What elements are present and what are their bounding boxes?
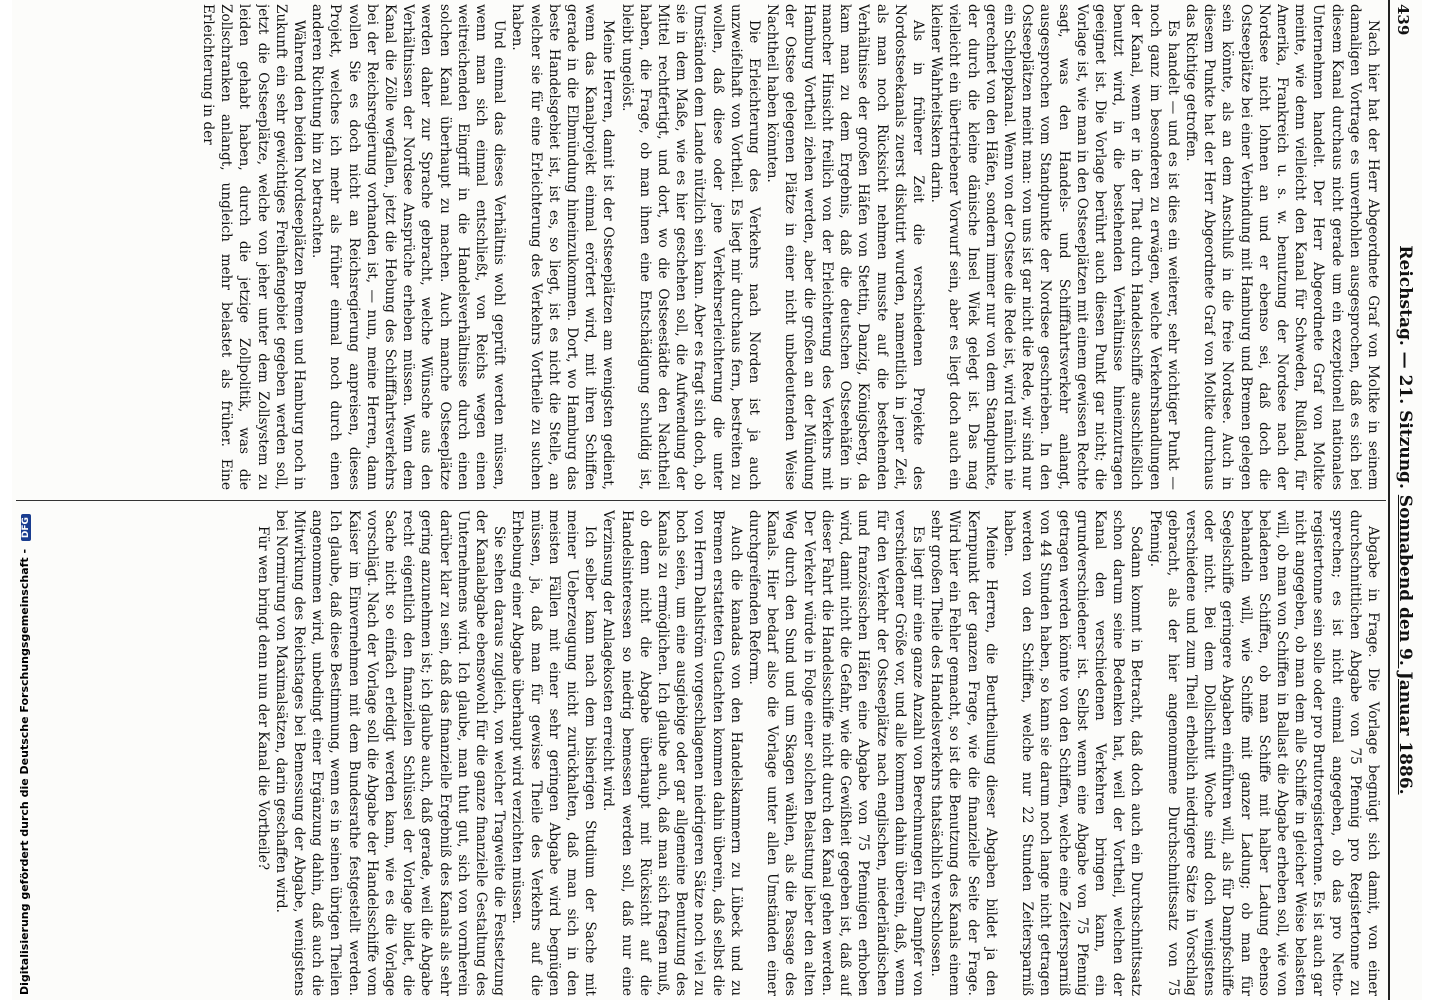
paragraph: Sie sehen daraus zugleich, von welcher Tragweite die Festsetzung der Kanalabgabe ebensowohl für die ganze finanzielle Gestaltung des Unternehmens wird. Ich glaube, man thut gut, sich von vornherein darüber klar zu sein, daß das finanzielle Ergebniß des Kanals als sehr gering anzunehmen ist; ich glaube auch, daß gerade, weil die Abgabe recht eigentlich den finanziellen Schlüssel der Vorlage bildet, die Sache nicht so einfach erledigt werden kann, wie es die Vorlage vorschlägt. Nach der Vorlage soll die Abgabe der Handelsschiffe vom Kaiser im Einvernehmen mit dem Bundesrathe festgestellt werden. Ich glaube, daß diese Bestimmung, wenn es in seinen übrigen Theilen angenommen wird, unbedingt einer Ergänzung dahin, daß auch die Mitwirkung des Reichstages bei Bemessung der Abgabe, wenigstens bei Normirung von Maximalsätzen, darin geschaffen wird. bbox=[272, 510, 508, 996]
paragraph: Auch die kanadas von den Handelskammern zu Lübeck und zu Bremen erstatteten Gutachten kommen dahin überein, daß selbst die von Herrn Dahlström vorgeschlagenen niedrigeren Sätze noch viel zu hoch seien, um eine ausgiebige oder gar allgemeine Benutzung des Kanals zu ermöglichen. Ich glaube auch, daß man sich fragen muß, ob denn nicht die Abgabe überhaupt mit Rücksicht auf die Handelsinteressen so niedrig bemessen werden soll, daß nur eine Verzinsung der Anlagekosten erreicht wird. bbox=[600, 510, 744, 996]
paragraph: Sodann kommt in Betracht, daß doch auch ein Durchschnittssatz schon darum seine Bedenken hat, weil der Vortheil, welchen der Kanal den verschiedenen Verkehren bringen kann, ein grundverschiedener ist. Selbst wenn eine Abgabe von 75 Pfennig getragen werden könnte von den Schiffen, welche eine Zeitersparniß von 44 Stunden haben, so kann sie darum noch lange nicht getragen werden von den Schiffen, welche nur 22 Stunden Zeitersparniß haben. bbox=[1000, 510, 1145, 996]
paragraph: Ich selber kann nach dem bisherigen Studium der Sache mit meiner Ueberzeugung nicht zurückhalten, daß man sich in den meisten Fällen mit einer sehr geringen Abgabe wird begnügen müssen, ja, daß man für gewisse Theile des Verkehrs auf die Erhebung einer Abgabe überhaupt wird verzichten müssen. bbox=[509, 510, 599, 996]
digitization-credit bbox=[4, 517, 31, 995]
dfg-logo: DFG bbox=[21, 514, 31, 541]
document-page bbox=[12, 0, 1422, 1000]
paragraph: Die Erleichterung des Verkehrs nach Norden ist ja auch unzweifelhaft von Vortheil. Es liegt mir durchaus fern, bestreiten zu wollen, daß diese oder jene Verkehrserleichterung die unter Umständen dem Lande nützlich sein kann. Aber es fragt sich doch, ob sie in dem Maße, wie es hier geschehen soll, die Aufwendung der Mittel rechtfertigt, und dort, wo die Ostseestädte den Nachtheil haben, die Frage, ob man ihnen eine Entschädigung schuldig ist, bleibt ungelöst. bbox=[618, 4, 763, 490]
paragraph: Und einmal das dieses Verhältnis wohl geprüft werden müssen, wenn man sich einmal entschließt, von Reichs wegen einen weitreichenden Eingriff in die Handelsverhältnisse durch einen solchen Kanal überhaupt zu machen. Auch manche Ostseeplätze werden daher zur Sprache gebracht, welche Wünsche aus den Verhältnissen der Nordsee Ansprüche erheben müssen. Wenn dem Kanal die Zölle wegfallen, jetzt die Hebung des Schifffahrtsverkehrs bei der Reichsregierung vorhanden ist, — nun, meine Herren, dann wollen Sie es doch nicht an Reichsregierung anpreisen, dieses Projekt, welches ich mehr als früher einmal noch durch einen anderen Richtung hin zu betrachten. bbox=[309, 4, 508, 490]
title-session: Reichstag. — 21. Sitzung. bbox=[1395, 245, 1415, 489]
header-rule bbox=[1388, 0, 1390, 1000]
page-title bbox=[1395, 240, 1415, 800]
left-column bbox=[17, 4, 1382, 490]
paragraph: Es handelt — und es ist dies ein weiterer, sehr wichtiger Punkt — noch ganz im besonderen zu erwägen, welche Verkehrshandlungen der Kanal, wenn er in der That durch Handelsschiffe ausschließlich benutzt wird, in die bestehenden Verhältnisse hineinzutragen geeignet ist. Die Vorlage berührt auch diesen Punkt gar nicht; die Vorlage ist, wie man in den Ostseeplätzen mit einem gewissen Rechte sagt, was den Handels- und Schifffahrtsverkehr anlangt, ausgesprochen vom Standpunkte der Nordsee geschrieben. In den Ostseeplätzen meint man: von uns ist gar nicht die Rede, wir sind nur ein Schleppkanal. Wenn von der Ostsee die Rede ist, wird nämlich nie gerechnet von den Häfen, sondern immer nur von dem Standpunkte, der durch die kleine dänische Insel Wiek gelegt ist. Das mag vielleicht ein übertriebener Vorwurf sein, aber es liegt doch auch ein kleiner Wahrheitskern darin. bbox=[928, 4, 1181, 490]
paragraph: Für wen bringt denn nun der Kanal die Vortheile? bbox=[254, 526, 271, 871]
paragraph: Meine Herren, die Beurtheilung dieser Abgaben bildet ja den Kernpunkt der ganzen Frage, wie die finanzielle Seite der Frage. Wird hier ein Fehler gemacht, so ist die Benutzung des Kanals einem sehr großen Theile des Handelsverkehrs thatsächlich verschlossen. bbox=[928, 510, 999, 996]
paragraph: Meine Herren, damit ist der Ostseeplätzen am wenigsten gedient, wenn das Kanalprojekt einmal erörtert wird, mit ihren Schiffen gerade in die Elbmündung hineinzukommen. Dort, wo Hamburg das beste Handelsgebiet ist, ist es, so liegt, ist es nicht die Stelle, an welcher sie für eine Erleichterung des Verkehrs Vortheile zu suchen haben. bbox=[509, 4, 617, 490]
paragraph: Es liegt mir eine ganze Anzahl von Berechnungen für Dampfer von verschiedener Größe vor, und alle kommen dahin überein, daß, wenn für den Verkehr der Ostseeplätze nach englischen, niederländischen und französischen Häfen eine Abgabe von 75 Pfennigen erhoben wird, damit nicht die Gefahr, wie die Gewißheit gegeben ist, daß auf dieser Fahrt die Handelsschiffe nicht durch den Kanal gehen werden. Der Verkehr würde in Folge einer solchen Belastung lieber den alten Weg durch den Sund und um Skagen wählen, als die Passage des Kanals. Hier bedarf also die Vorlage unter allen Umständen einer durchgreifenden Reform. bbox=[746, 510, 926, 996]
credit-text: Digitalisierung gefördert durch die Deutsche Forschungsgemeinschaft - bbox=[18, 548, 31, 995]
column-divider bbox=[16, 500, 1386, 501]
right-column bbox=[17, 510, 1382, 996]
page-number: 439 bbox=[1394, 4, 1412, 36]
paragraph: Abgabe in Frage. Die Vorlage begnügt sich damit, von einer durchschnittlichen Abgabe von 75 Pfennig pro Registertonne zu sprechen; es ist nicht einmal angegeben, ob das pro Netto-registertonne sein solle oder pro Bruttoregistertonne. Es ist auch gar nicht angegeben, ob man dem alle Schiffe in gleicher Weise belasten will, ob man von Schiffen in Ballast die Abgabe erheben soll, wie von beladenen Schiffen, ob man Schiffe mit halber Ladung ebenso behandeln will, wie Schiffe mit ganzer Ladung; ob man für Segelschiffe geringere Abgaben einführen will, als für Dampfschiffe oder nicht. Bei dem Dollschnitt Woche sind doch wenigstens verschiedene und zum Theil erheblich niedrigere Sätze in Vorschlag gebracht, als der hier angenommene Durchschnittssatz von 75 Pfennig. bbox=[1146, 510, 1381, 996]
paragraph: Nach hier hat der Herr Abgeordnete Graf von Moltke in seinem damaligen Vortrage es unverhohlen ausgesprochen, daß es sich bei diesem Kanal durchaus nicht gerade um ein exzeptionell nationales Unternehmen handelt. Der Herr Abgeordnete Graf von Moltke meinte, wie denn vielleicht den Kanal für Schweden, Rußland, für Amerika, Frankreich u. s. w. benutzung der Nordsee nach der Nordsee nicht lohnen an und er ebenso sei, daß doch die Ostseeplätze bei einer Verbindung mit Hamburg und Bremen gelegen sein könnte, als an dem Anschluß in die freie Nordsee. Auch in diesem Punkte hat der Herr Abgeordnete Graf von Moltke durchaus das Richtige getroffen. bbox=[1182, 4, 1381, 490]
title-date: Sonnabend den 9. Januar 1886. bbox=[1395, 494, 1415, 795]
paragraph: Als in früherer Zeit die verschiedenen Projekte des Nordostseekanals zuerst diskutirt wurden, namentlich in jener Zeit, als man noch Rücksicht nehmen musste auf die bestehenden Verhältnisse der großen Häfen von Stettin, Danzig, Königsberg, da kam man zu dem Ergebnis, daß die deutschen Ostseehäfen in mancher Hinsicht freilich von der Erleichterung des Verkehrs mit Hamburg Vortheil ziehen werden, aber die großen an der Mündung der Ostsee gelegenen Plätze in einer nicht unbedeutenden Weise Nachtheil haben könnten. bbox=[764, 4, 926, 490]
running-head bbox=[1392, 0, 1418, 1000]
paragraph: Während den beiden Nordseeplätzen Bremen und Hamburg noch in Zukunft ein sehr gewichtiges Freihafengebiet gegeben werden soll, jetzt die Ostseeplätze, welche von jeher unter dem Zollsystem zu leiden gehabt haben, durch die jetzige Zollpolitik, was die Zollschranken anlangt, ungleich mehr belastet als früher. Eine Erleichterung in der bbox=[200, 4, 308, 490]
